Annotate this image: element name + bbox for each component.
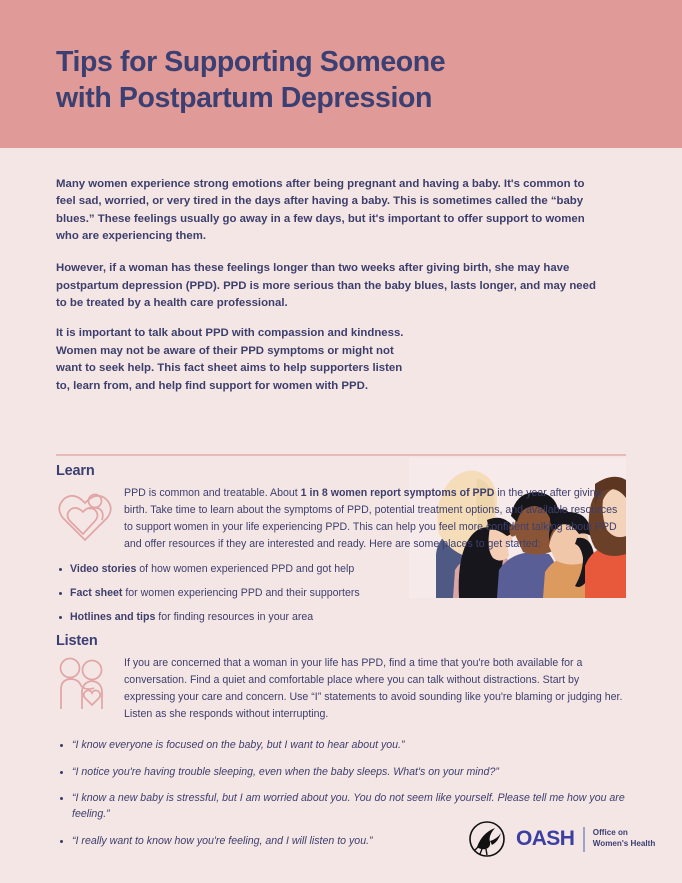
- oash-logo: [468, 820, 655, 858]
- bullet-rest: for women experiencing PPD and their supporters: [122, 586, 360, 599]
- list-item: “I really want to know how you're feeling, and I will listen to you.”: [56, 834, 626, 850]
- logo-divider: [583, 827, 585, 852]
- hhs-eagle-seal-icon: [468, 820, 506, 858]
- list-item: “I notice you're having trouble sleeping, even when the baby sleeps. What's on your mind?”: [56, 765, 626, 781]
- list-item: “I know everyone is focused on the baby, but I want to hear about you.”: [56, 738, 626, 754]
- page-title: [56, 44, 616, 117]
- bullet-lead: Video stories: [70, 562, 137, 575]
- list-item: “I know a new baby is stressful, but I am worried about you. You do not seem like yourself. Please tell me how you are feeling.”: [56, 791, 626, 823]
- learn-body-after: in the year after giving birth. Take time to learn about the symptoms of PPD, potential treatment options, and available resources to support women in your life experiencing PPD. This can help you feel more confident talking about PPD and offer resources if they are interested and ready. Here are some places to get started:: [124, 487, 618, 551]
- intro-paragraphs: [56, 176, 604, 312]
- bullet-lead: Hotlines and tips: [70, 611, 156, 624]
- oash-wordmark: OASH: [516, 827, 575, 850]
- learn-resource-list: [56, 562, 626, 626]
- header-band: [0, 0, 682, 148]
- listen-body: If you are concerned that a woman in your life has PPD, find a time that you're both available for a conversation. Find a quiet and comfortable place where you can talk without distractions. Start by expressing your care and concern. Use “I” statements to avoid sounding like you're blaming or judging her. Listen as she responds without interrupting.: [124, 657, 623, 721]
- list-item[interactable]: [56, 610, 626, 625]
- intro-paragraph-1: Many women experience strong emotions after being pregnant and having a baby. It's common to feel sad, worried, or very tired in the days after having a baby. This is sometimes called the “baby blues.” These feelings usually go away in a few days, but it's important to offer support to women who are experiencing them.: [56, 178, 585, 242]
- heart-with-person-icon: [56, 485, 124, 545]
- intro-paragraph-3: It is important to talk about PPD with compassion and kindness. Women may not be aware of their PPD symptoms or might not want to seek help. This fact sheet aims to help supporters listen to, learn from, and help find support for women with PPD.: [56, 327, 404, 393]
- page-title-line-1: Tips for Supporting Someone: [56, 46, 446, 78]
- section-learn: [56, 463, 626, 626]
- bullet-rest: of how women experienced PPD and got help: [136, 562, 355, 575]
- bullet-lead: Fact sheet: [70, 586, 123, 599]
- learn-heading: Learn: [56, 463, 95, 479]
- bullet-rest: for finding resources in your area: [155, 611, 314, 624]
- page-title-line-2: with Postpartum Depression: [56, 82, 432, 115]
- list-item[interactable]: [56, 562, 626, 577]
- list-item[interactable]: [56, 586, 626, 601]
- learn-body: [124, 485, 626, 554]
- section-listen: [56, 633, 626, 850]
- learn-body-before: PPD is common and treatable. About: [124, 487, 301, 499]
- body-content: [0, 148, 682, 883]
- two-people-with-heart-icon: [56, 655, 124, 709]
- listen-heading: Listen: [56, 633, 98, 649]
- oash-subtitle-line-2: Women's Health: [592, 839, 656, 848]
- learn-body-emphasis: 1 in 8 women report symptoms of PPD: [300, 487, 495, 499]
- oash-subtitle: [593, 828, 656, 850]
- section-divider: [56, 454, 626, 456]
- intro-paragraph-2: However, if a woman has these feelings longer than two weeks after giving birth, she may have postpartum depression (PPD). PPD is more serious than the baby blues, lasts longer, and may need to be treated by a health care professional.: [56, 262, 596, 309]
- oash-subtitle-line-1: Office on: [592, 828, 628, 838]
